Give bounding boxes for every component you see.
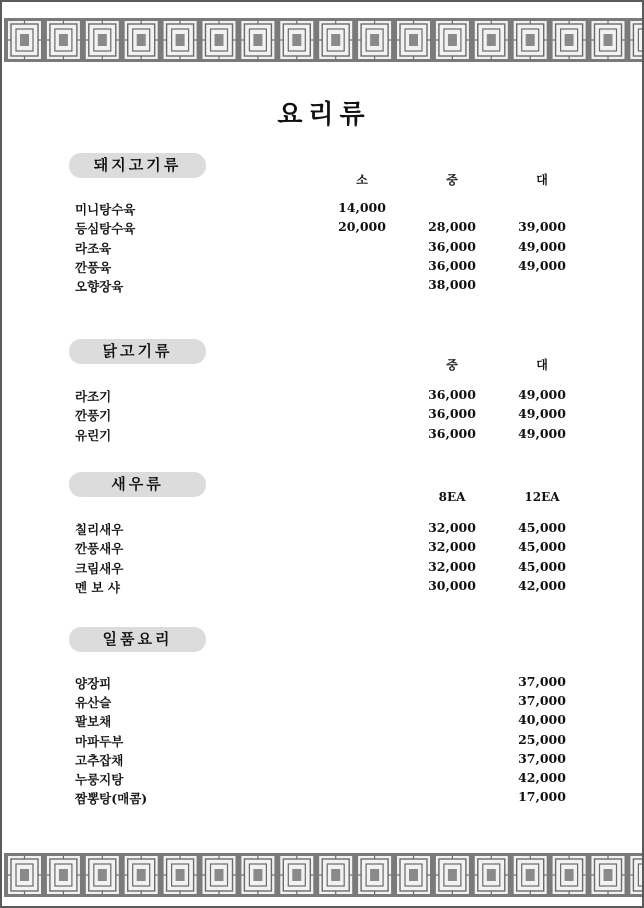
lattice-tile: [203, 856, 236, 894]
top-ornament-band: [4, 18, 642, 62]
lattice-tile: [164, 21, 197, 59]
lattice-tile: [8, 856, 41, 894]
menu-item-name: 멘 보 샤: [75, 579, 120, 595]
lattice-tile: [397, 21, 430, 59]
column-header-medium: 중: [446, 173, 458, 187]
menu-item-name: 짬뽕탕(매콤): [75, 791, 148, 807]
menu-item-price: 42,000: [518, 770, 566, 785]
menu-item-price: 49,000: [518, 257, 566, 273]
section-header-pork: 돼지고기류: [69, 153, 206, 178]
lattice-tile: [164, 856, 197, 894]
column-header-large: 대: [536, 173, 548, 187]
lattice-tile: [436, 856, 469, 894]
lattice-tile: [514, 856, 547, 894]
menu-item-price: 36,000: [428, 257, 476, 273]
menu-item-price: 17,000: [518, 789, 566, 805]
lattice-tile: [358, 856, 391, 894]
menu-item-name: 마파두부: [75, 733, 124, 749]
menu-item-name: 양장피: [75, 676, 112, 691]
menu-item-price: 30,000: [428, 577, 476, 593]
menu-item-price: 37,000: [518, 750, 566, 766]
lattice-tile: [592, 856, 625, 894]
menu-item-price: 25,000: [518, 731, 566, 747]
lattice-tile: [125, 856, 158, 894]
menu-item-price: 20,000: [338, 219, 386, 235]
lattice-tile: [592, 21, 625, 59]
lattice-tile: [280, 21, 313, 59]
menu-item-name: 유산슬: [75, 695, 112, 711]
menu-item-price: 32,000: [428, 520, 476, 535]
menu-item-price: 45,000: [518, 558, 566, 574]
lattice-tile: [47, 856, 80, 894]
section-header-shrimp: 새우류: [69, 472, 206, 497]
menu-item-name: 크림새우: [75, 560, 124, 576]
lattice-tile: [514, 21, 547, 59]
menu-item-name: 깐풍새우: [75, 541, 124, 557]
lattice-tile: [436, 21, 469, 59]
menu-item-price: 39,000: [518, 219, 566, 235]
column-header-medium: 중: [446, 358, 458, 372]
bottom-ornament-band: [4, 853, 642, 897]
lattice-tile: [475, 856, 508, 894]
lattice-tile: [397, 856, 430, 894]
menu-item-name: 고추잡채: [75, 752, 124, 768]
lattice-tile: [86, 856, 119, 894]
lattice-tile: [241, 856, 274, 894]
menu-item-price: 36,000: [428, 387, 476, 402]
lattice-tile: [553, 21, 586, 59]
lattice-tile: [475, 21, 508, 59]
lattice-tile: [125, 21, 158, 59]
lattice-tile: [241, 21, 274, 59]
menu-item-name: 라조육: [75, 240, 112, 256]
lattice-tile: [280, 856, 313, 894]
column-header-12ea: 12EA: [524, 490, 560, 504]
menu-item-price: 37,000: [518, 674, 566, 689]
menu-item-name: 유린기: [75, 427, 112, 443]
menu-item-name: 팔보채: [75, 714, 112, 730]
menu-item-price: 49,000: [518, 406, 566, 422]
menu-item-price: 36,000: [428, 238, 476, 254]
menu-item-name: 미니탕수육: [75, 202, 136, 217]
lattice-tile: [8, 21, 41, 59]
section-header-chicken: 닭고기류: [69, 339, 206, 364]
menu-item-price: 49,000: [518, 387, 566, 402]
lattice-tile: [358, 21, 391, 59]
column-header-8ea: 8EA: [438, 490, 466, 504]
menu-item-name: 칠리새우: [75, 522, 124, 537]
menu-item-price: 28,000: [428, 219, 476, 235]
menu-item-price: 38,000: [428, 277, 476, 293]
lattice-tile: [630, 856, 642, 894]
lattice-ornament: [4, 853, 642, 897]
section-header-special: 일품요리: [69, 627, 206, 652]
menu-item-price: 49,000: [518, 425, 566, 441]
column-header-small: 소: [356, 173, 368, 187]
lattice-tile: [630, 21, 642, 59]
lattice-tile: [86, 21, 119, 59]
menu-item-name: 등심탕수육: [75, 221, 136, 237]
lattice-tile: [319, 21, 352, 59]
menu-item-price: 36,000: [428, 425, 476, 441]
lattice-tile: [319, 856, 352, 894]
menu-item-name: 깐풍육: [75, 259, 112, 275]
menu-item-price: 49,000: [518, 238, 566, 254]
menu-item-price: 32,000: [428, 539, 476, 555]
menu-item-price: 45,000: [518, 539, 566, 555]
menu-item-name: 깐풍기: [75, 408, 112, 424]
menu-item-price: 14,000: [338, 200, 386, 215]
menu-item-price: 45,000: [518, 520, 566, 535]
menu-item-price: 42,000: [518, 577, 566, 593]
lattice-ornament: [4, 18, 642, 62]
menu-item-price: 37,000: [518, 693, 566, 709]
column-header-large: 대: [536, 358, 548, 372]
lattice-tile: [553, 856, 586, 894]
menu-item-name: 라조기: [75, 389, 112, 404]
menu-item-name: 오향장육: [75, 279, 124, 295]
lattice-tile: [47, 21, 80, 59]
menu-item-name: 누룽지탕: [75, 772, 124, 787]
menu-item-price: 32,000: [428, 558, 476, 574]
lattice-tile: [203, 21, 236, 59]
menu-item-price: 40,000: [518, 712, 566, 728]
page-title: 요리류: [277, 100, 371, 130]
menu-item-price: 36,000: [428, 406, 476, 422]
